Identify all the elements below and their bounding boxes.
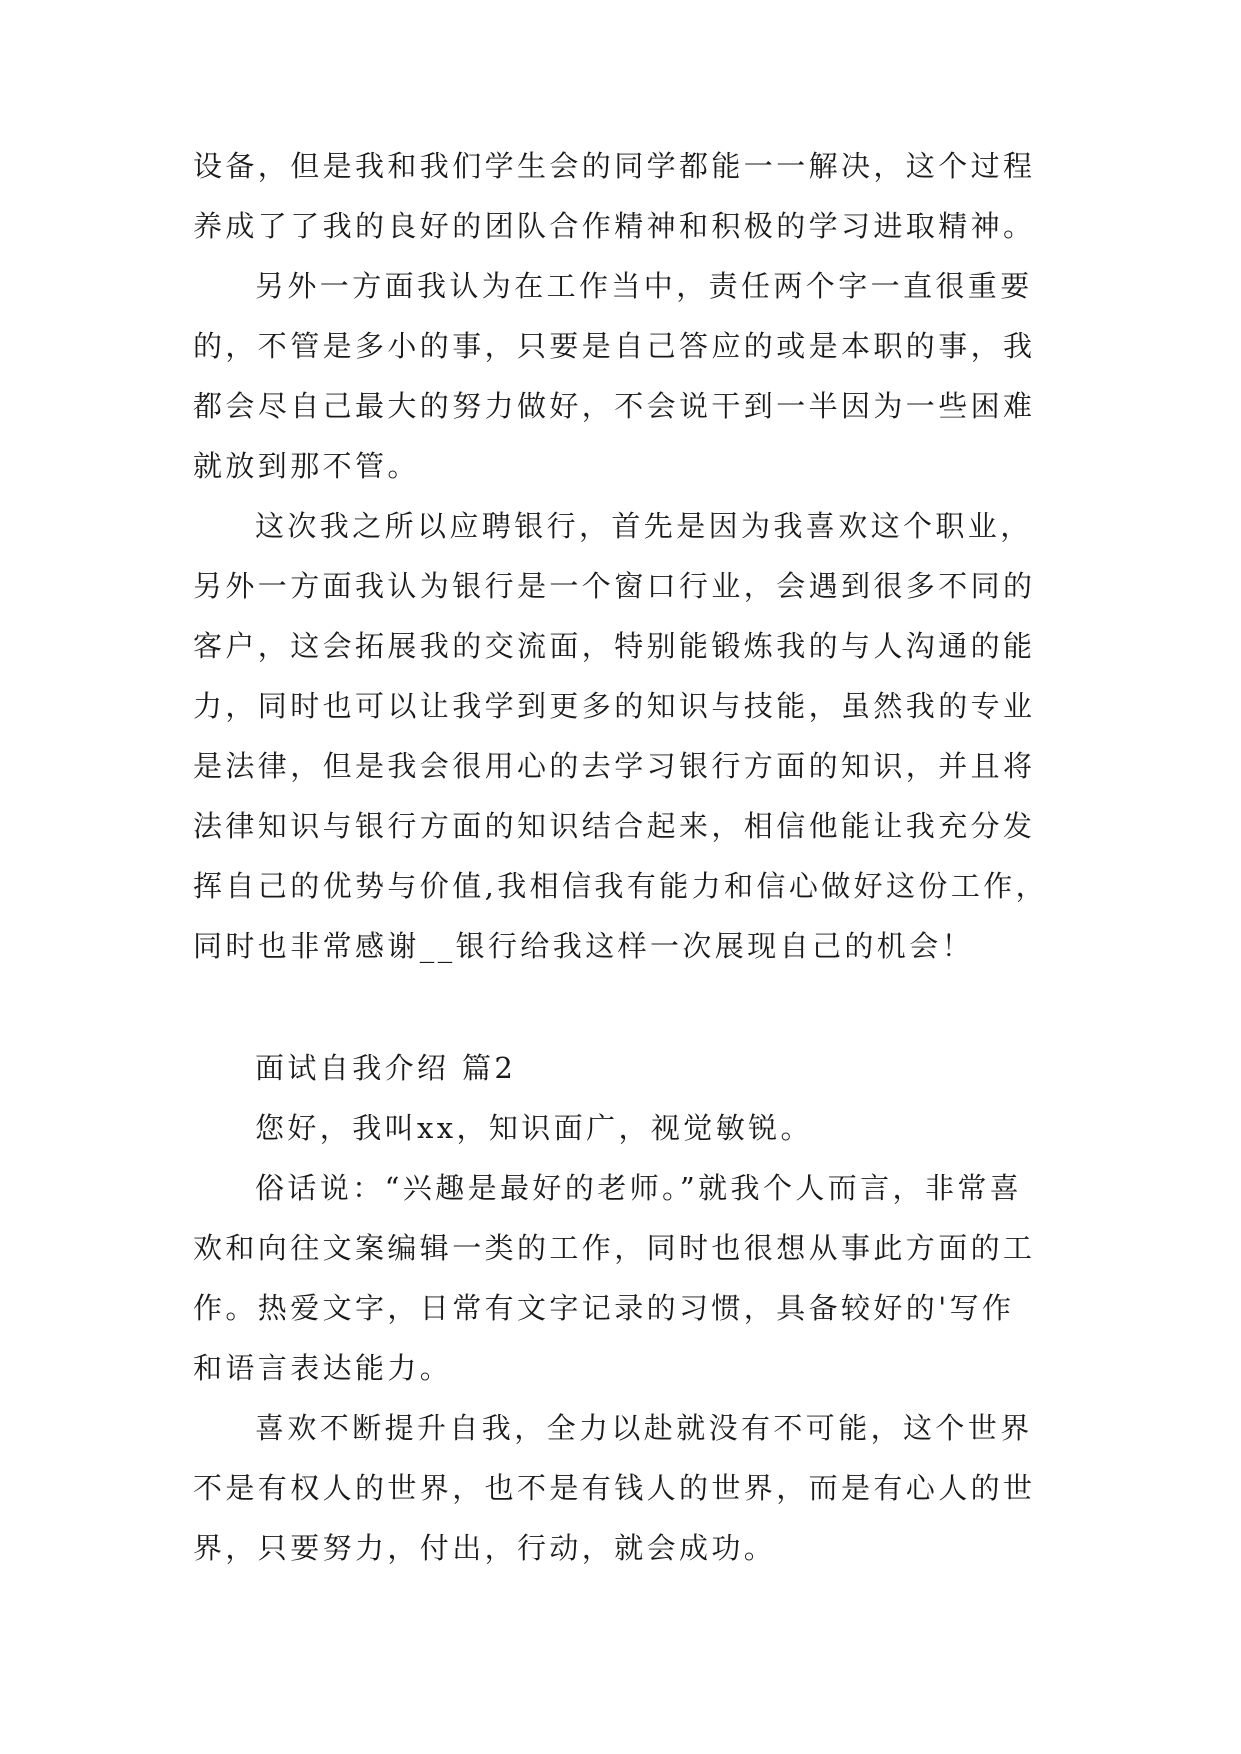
paragraph-line: 的，不管是多小的事，只要是自己答应的或是本职的事，我 <box>193 329 1036 363</box>
paragraph-line: 力，同时也可以让我学到更多的知识与技能，虽然我的专业 <box>193 689 1036 723</box>
paragraph-line: 同时也非常感谢__银行给我这样一次展现自己的机会！ <box>193 929 975 963</box>
paragraph-line: 俗话说：“兴趣是最好的老师。”就我个人而言，非常喜 <box>255 1171 1023 1205</box>
paragraph-line: 就放到那不管。 <box>193 449 420 483</box>
paragraph-line: 不是有权人的世界，也不是有钱人的世界，而是有心人的世 <box>193 1471 1036 1505</box>
paragraph-line: 欢和向往文案编辑一类的工作，同时也很想从事此方面的工 <box>193 1231 1036 1265</box>
paragraph-line: 客户，这会拓展我的交流面，特别能锻炼我的与人沟通的能 <box>193 629 1036 663</box>
paragraph-line: 另外一方面我认为银行是一个窗口行业，会遇到很多不同的 <box>193 569 1036 603</box>
paragraph-line: 养成了了我的良好的团队合作精神和积极的学习进取精神。 <box>193 209 1036 243</box>
section-heading: 面试自我介绍 篇2 <box>255 1051 517 1085</box>
paragraph-line: 法律知识与银行方面的知识结合起来，相信他能让我充分发 <box>193 809 1036 843</box>
paragraph-line: 都会尽自己最大的努力做好，不会说干到一半因为一些困难 <box>193 389 1036 423</box>
paragraph-line: 挥自己的优势与价值,我相信我有能力和信心做好这份工作， <box>193 869 1049 903</box>
paragraph-line: 和语言表达能力。 <box>193 1351 453 1385</box>
paragraph-line: 您好，我叫xx，知识面广，视觉敏锐。 <box>255 1111 813 1145</box>
paragraph-line: 作。热爱文字，日常有文字记录的习惯，具备较好的'写作 <box>193 1291 1015 1325</box>
paragraph-line: 喜欢不断提升自我，全力以赴就没有不可能，这个世界 <box>255 1411 1033 1445</box>
paragraph-line: 设备，但是我和我们学生会的同学都能一一解决，这个过程 <box>193 149 1036 183</box>
paragraph-line: 另外一方面我认为在工作当中，责任两个字一直很重要 <box>255 269 1033 303</box>
paragraph-line: 界，只要努力，付出，行动，就会成功。 <box>193 1531 777 1565</box>
paragraph-line: 是法律，但是我会很用心的去学习银行方面的知识，并且将 <box>193 749 1036 783</box>
paragraph-line: 这次我之所以应聘银行，首先是因为我喜欢这个职业， <box>255 509 1033 543</box>
